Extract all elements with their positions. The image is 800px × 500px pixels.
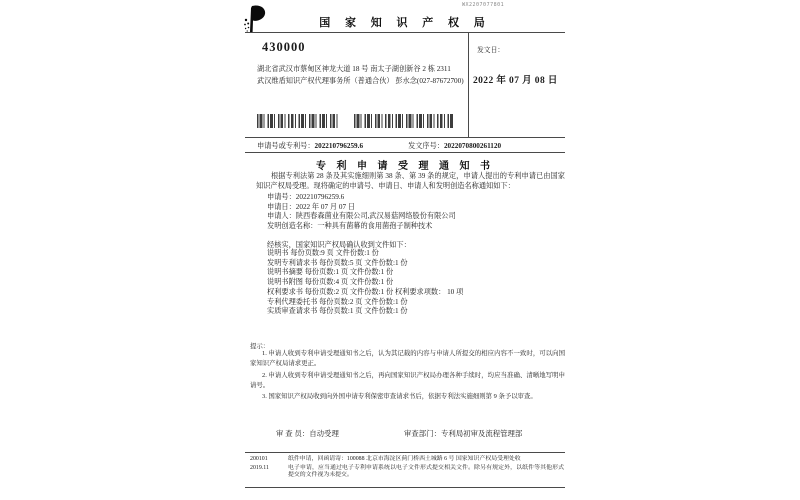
intro-paragraph: 根据专利法第 28 条及其实施细则第 38 条、第 39 条的规定，申请人提出的专利申请已由国家知识产权局受理。现将确定的申请号、申请日、申请人和发明创造名称通知如下：	[256, 172, 565, 190]
dispatch-serial	[408, 141, 501, 151]
application-number-label: 申请号或专利号：	[257, 142, 315, 150]
notes-list	[250, 349, 565, 404]
footer-text: 纸件申请，回函请寄：100088 北京市海淀区蓟门桥西土城路 6 号 国家知识产权局受理处收	[288, 456, 521, 462]
application-field-line: 申请人：陕西春森菌业有限公司,武汉易菇网络股份有限公司	[267, 212, 456, 220]
form-footer	[250, 456, 565, 481]
footer-row	[250, 456, 565, 464]
received-document-line: 权利要求书 每份页数:2 页 文件份数:1 份 权利要求项数： 10 项	[267, 287, 464, 296]
received-documents-list	[267, 249, 463, 317]
application-field-line: 发明创造名称：一种具有菌幕的食用菌孢子制种技术	[267, 221, 433, 230]
department-value: 专利局初审及流程管理部	[440, 429, 523, 438]
application-number	[257, 141, 363, 151]
footer-rule-bottom	[245, 487, 565, 488]
footer-row	[250, 465, 565, 480]
dispatch-box-divider	[468, 32, 469, 137]
examiner	[276, 428, 339, 439]
note-item: 2. 申请人收到专利申请受理通知书之后，再向国家知识产权局办理各种手续时，均应当准确、清晰地写明申请号。	[250, 371, 565, 389]
received-document-line: 说明书附图 每份页数:4 页 文件份数:1 份	[267, 278, 394, 287]
application-number-value: 202210796259.6	[314, 142, 364, 150]
dispatch-serial-value: 2022070800261120	[443, 142, 502, 150]
dispatch-date-label: 发文日：	[477, 47, 505, 54]
application-fields	[267, 193, 456, 231]
meta-rule-top	[245, 137, 565, 138]
footer-rule-top	[245, 452, 565, 453]
application-field-line: 申请日：2022 年 07 月 07 日	[267, 202, 356, 211]
examiner-label: 审 查 员：	[276, 429, 310, 438]
department-label: 审查部门：	[404, 429, 441, 438]
notice-title: 专 利 申 请 受 理 通 知 书	[316, 161, 494, 172]
recipient-agent: 武汉维盾知识产权代理事务所（普通合伙） 彭水念(027-87672700)	[257, 77, 464, 85]
examining-department	[404, 428, 522, 439]
note-item: 3. 国家知识产权局收到向外国申请专利保密审查请求书后，依据专利法实施细则第 9 条予以审查。	[262, 393, 537, 400]
received-document-line: 实质审查请求书 每份页数:1 页 文件份数:1 份	[267, 307, 408, 316]
barcode-left	[257, 114, 338, 128]
received-document-line: 专利代理委托书 每份页数:2 页 文件份数:1 份	[267, 297, 408, 306]
recipient-postcode: 430000	[262, 40, 306, 54]
meta-rule-bottom	[245, 152, 565, 153]
receipt-code: WX2207077801	[462, 2, 505, 8]
header-rule	[245, 32, 565, 33]
barcode-right	[354, 114, 453, 128]
notes-heading: 提示：	[250, 343, 270, 350]
received-document-line: 说明书摘要 每份页数:1 页 文件份数:1 份	[267, 268, 394, 277]
recipient-address: 湖北省武汉市蔡甸区神龙大道 18 号 南太子湖创新谷 2 栋 2311	[257, 65, 451, 73]
dispatch-serial-label: 发文序号：	[408, 142, 444, 150]
confirm-heading: 经核实，国家知识产权局确认收到文件如下：	[267, 241, 411, 249]
application-field-line: 申请号：202210796259.6	[267, 193, 345, 201]
footer-form-code: 200101	[250, 456, 268, 462]
note-item: 1. 申请人收到专利申请受理通知书之后，认为其记载的内容与申请人所提交的相应内容不一致时，可以向国家知识产权局请求更正。	[250, 350, 565, 367]
agency-title: 国 家 知 识 产 权 局	[319, 17, 491, 29]
examiner-value: 自动受理	[309, 429, 339, 438]
footer-text: 电子申请，应当通过电子专利申请系统以电子文件形式提交相关文件。除另有规定外，以纸件等其他形式提交的文件视为未提交。	[288, 464, 564, 479]
footer-form-code: 2019.11	[250, 464, 269, 471]
received-document-line: 说明书 每份页数:9 页 文件份数:1 份	[267, 249, 379, 257]
dispatch-date-value: 2022 年 07 月 08 日	[473, 76, 558, 86]
received-document-line: 发明专利请求书 每份页数:5 页 文件份数:1 份	[267, 258, 408, 267]
